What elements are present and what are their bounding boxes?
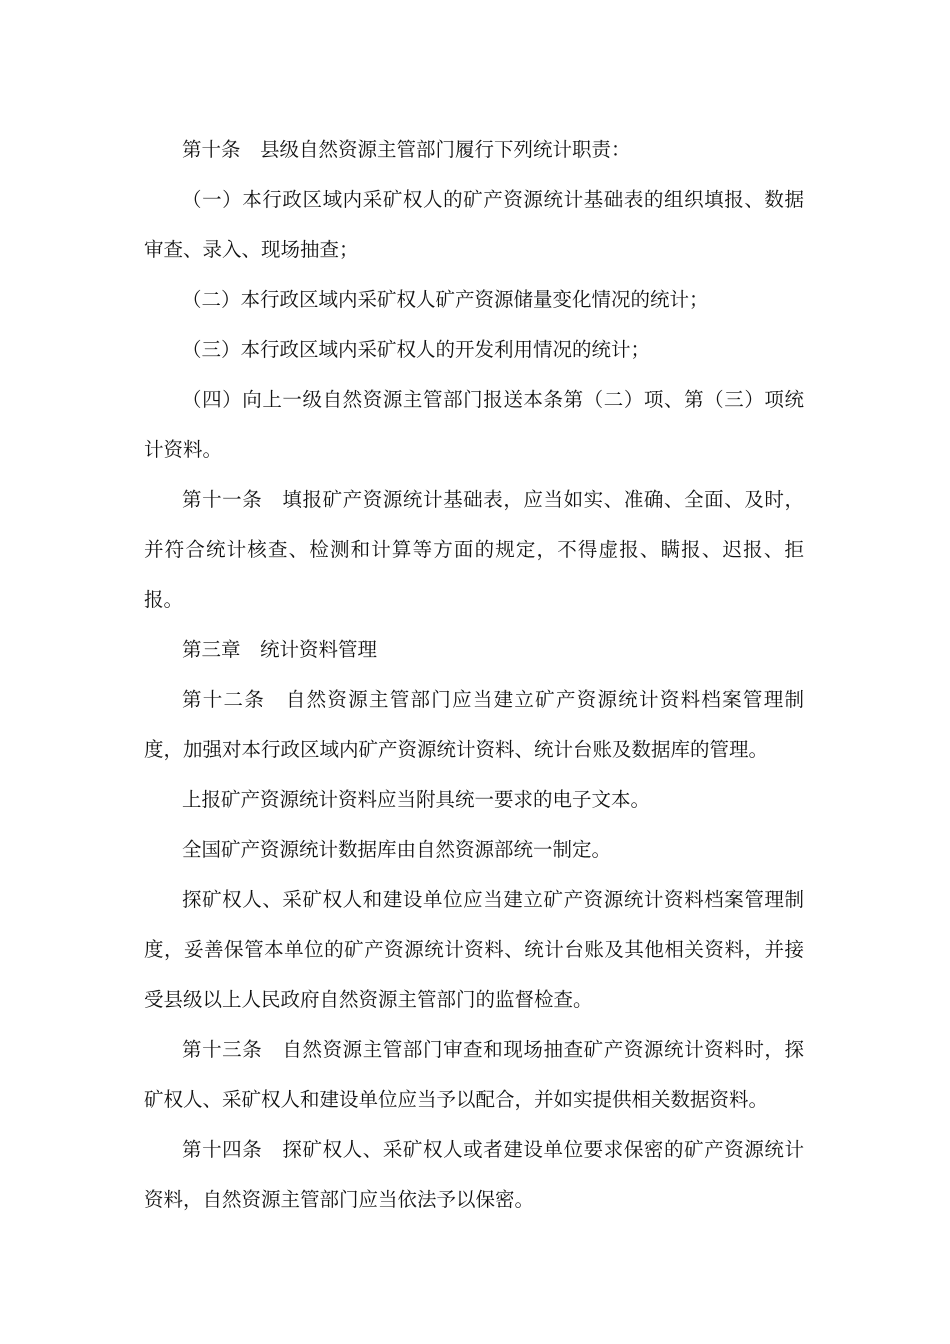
article-14: 第十四条 探矿权人、采矿权人或者建设单位要求保密的矿产资源统计资料，自然资源主管部门应当依法予以保密。 [144, 1138, 804, 1211]
article-12-para-2: 上报矿产资源统计资料应当附具统一要求的电子文本。 [182, 788, 651, 811]
article-12-para-3: 全国矿产资源统计数据库由自然资源部统一制定。 [182, 838, 612, 861]
article-12: 第十二条 自然资源主管部门应当建立矿产资源统计资料档案管理制度，加强对本行政区域内矿产资源统计资料、统计台账及数据库的管理。 [144, 688, 804, 761]
document-body [144, 125, 804, 1225]
article-11: 第十一条 填报矿产资源统计基础表，应当如实、准确、全面、及时，并符合统计核查、检测和计算等方面的规定，不得虚报、瞒报、迟报、拒报。 [144, 488, 804, 611]
article-10-item-1: （一）本行政区域内采矿权人的矿产资源统计基础表的组织填报、数据审查、录入、现场抽查； [144, 188, 804, 261]
article-10-heading: 第十条 县级自然资源主管部门履行下列统计职责： [182, 138, 631, 161]
article-10-item-2: （二）本行政区域内采矿权人矿产资源储量变化情况的统计； [182, 288, 709, 311]
article-10-item-3: （三）本行政区域内采矿权人的开发利用情况的统计； [182, 338, 651, 361]
article-13: 第十三条 自然资源主管部门审查和现场抽查矿产资源统计资料时，探矿权人、采矿权人和建设单位应当予以配合，并如实提供相关数据资料。 [144, 1038, 804, 1111]
article-12-para-4: 探矿权人、采矿权人和建设单位应当建立矿产资源统计资料档案管理制度，妥善保管本单位的矿产资源统计资料、统计台账及其他相关资料，并接受县级以上人民政府自然资源主管部门的监督检查。 [144, 888, 804, 1011]
chapter-3-heading: 第三章 统计资料管理 [182, 638, 378, 661]
article-10-item-4: （四）向上一级自然资源主管部门报送本条第（二）项、第（三）项统计资料。 [144, 388, 804, 461]
